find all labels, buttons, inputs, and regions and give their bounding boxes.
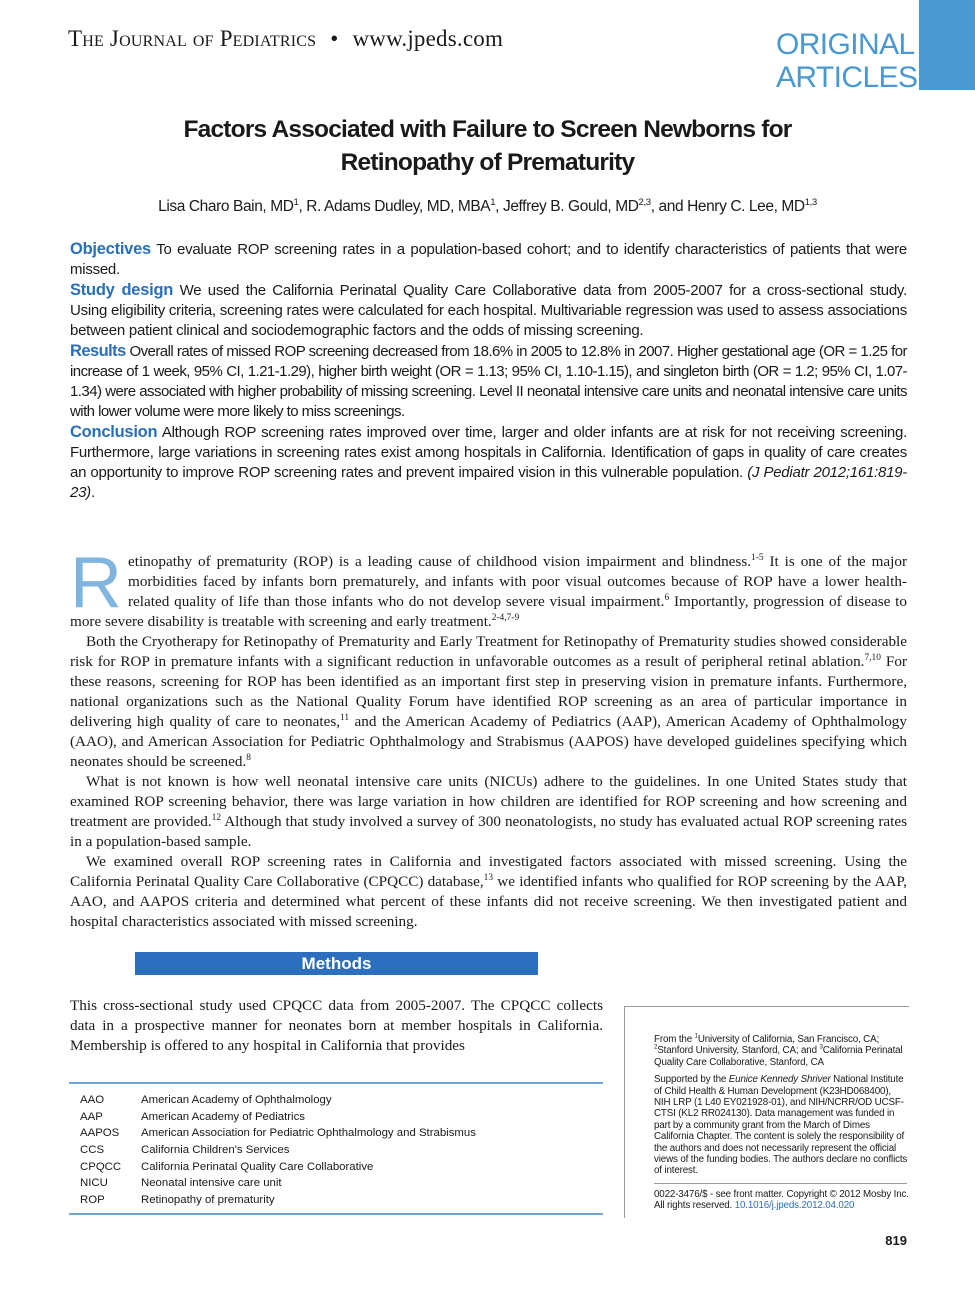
rights-text: All rights reserved. (654, 1200, 735, 1212)
abstract-objectives (70, 239, 907, 280)
abstract (70, 239, 907, 503)
abbreviation: CCS (80, 1144, 105, 1157)
abbreviation-row (80, 1125, 476, 1142)
results-text: Overall rates of missed ROP screening decreased from 18.6% in 2005 to 12.8% in 2007. Higher gestational age (OR = 1.25 for increase of 1 week, 95% CI, 1.21-1.29), higher birth weight (OR = 1.13; 95% CI, 1.10-1.15), and singleton birth (OR = 1.2; 95% CI, 1.07-1.34) were associated with higher probability of missing screening. Level II neonatal intensive care units and neonatal intensive care units with lower volume were more likely to miss screenings. (70, 343, 907, 420)
affil-text: California Perinatal Quality Care Collaborative, Stanford, CA (654, 1045, 903, 1068)
conclusion-heading: Conclusion (70, 423, 158, 441)
abbreviation-term: Retinopathy of prematurity (141, 1193, 275, 1206)
body-text: Importantly, progression of disease to more severe disability is treatable with screening and early treatment. (70, 593, 907, 630)
author-4: , and Henry C. Lee, MD (650, 198, 805, 215)
abbreviation-term: American Academy of Ophthalmology (141, 1094, 332, 1107)
page-number: 819 (885, 1233, 907, 1248)
reference[interactable]: 12 (211, 812, 222, 823)
methods-paragraph: This cross-sectional study used CPQCC data from 2005-2007. The CPQCC collects data in a prospective manner for neonates born at member hospitals in California. Membership is offered to any hospital in California that provides (70, 997, 603, 1054)
study-design-text: We used the California Perinatal Quality Care Collaborative data from 2005-2007 for a cross-sectional study. Using eligibility criteria, screening rates were calculated for each hospital. Multivariable regression was used to assess associations between patient clinical and sociodemographic factors and the odds of missing screening. (70, 282, 907, 339)
abstract-study-design (70, 280, 907, 341)
drop-cap: R (70, 543, 122, 623)
affil-mark: 1 (694, 1033, 698, 1040)
author-1-affil: 1 (293, 196, 299, 208)
abbreviation: AAPOS (80, 1127, 120, 1140)
abbreviation-term: California Children's Services (141, 1144, 290, 1157)
journal-website[interactable]: www.jpeds.com (352, 26, 504, 51)
body-text: For these reasons, screening for ROP has been identified as an important first step in preserving vision in premature infants. Furthermore, national organizations such as the National Quality Forum have identified ROP screening as an area of particular importance in delivering high quality of care to neonates, (70, 653, 907, 730)
abbreviation: NICU (80, 1177, 108, 1190)
affil-mark: 3 (819, 1045, 823, 1052)
objectives-text: To evaluate ROP screening rates in a population-based cohort; and to identify characteristics of patients that were missed. (70, 241, 907, 278)
journal-header (68, 26, 503, 52)
abstract-conclusion (70, 422, 907, 503)
citation-end: . (90, 484, 95, 501)
abbreviations-box (69, 1082, 603, 1215)
footnote-divider (654, 1183, 907, 1184)
reference[interactable]: 6 (664, 592, 670, 603)
funding-text: Supported by the (654, 1074, 729, 1086)
abbreviation-row (80, 1092, 476, 1109)
reference[interactable]: 8 (246, 752, 251, 763)
section-label-line2: ARTICLES (776, 61, 918, 94)
abbreviation: AAP (80, 1110, 103, 1123)
abbreviation-row (80, 1175, 476, 1192)
abbreviation: ROP (80, 1193, 105, 1206)
body-text: What is not known is how well neonatal intensive care units (NICUs) adhere to the guidelines. In one United States study that examined ROP screening behavior, there was large variation in how children are identified for ROP screening and how screening and treatment are provided. (70, 773, 907, 830)
body-paragraph (70, 632, 907, 772)
author-3: , Jeffrey B. Gould, MD (495, 198, 639, 215)
affil-text: University of California, San Francisco, CA; (697, 1034, 880, 1045)
body-paragraph (70, 543, 907, 632)
introduction (70, 543, 907, 932)
author-3-affil: 2,3 (638, 196, 651, 208)
funding-name: Eunice Kennedy Shriver (728, 1074, 831, 1086)
affil-text: From the (654, 1034, 695, 1045)
abbreviations-table (80, 1092, 476, 1208)
results-heading: Results (70, 342, 126, 360)
body-text: It is one of the major morbidities faced by infants born prematurely, and infants with poor visual outcomes because of ROP have a lower health-related quality of life than those infants who do not develop severe visual impairment. (128, 553, 907, 610)
title-line-1: Factors Associated with Failure to Screen Newborns for (183, 116, 792, 143)
abbreviation-term: American Academy of Pediatrics (141, 1110, 305, 1123)
copyright-line: 0022-3476/$ - see front matter. Copyright © 2012 Mosby Inc. (654, 1188, 909, 1200)
rights-line (654, 1200, 909, 1211)
affil-text: Stanford University, Stanford, CA; and (657, 1045, 820, 1057)
author-2-affil: 1 (490, 196, 496, 208)
article-title (100, 113, 875, 179)
methods-heading: Methods (135, 952, 538, 975)
body-text: Although that study involved a survey of 300 neonatologists, no study has evaluated actual ROP screening rates in a population-based sample. (70, 813, 907, 850)
doi-link[interactable]: 10.1016/j.jpeds.2012.04.020 (734, 1200, 855, 1212)
section-color-tab (919, 0, 975, 90)
body-text: etinopathy of prematurity (ROP) is a leading cause of childhood vision impairment and blindness. (128, 553, 752, 570)
abbreviation: AAO (80, 1094, 105, 1107)
title-line-2: Retinopathy of Prematurity (340, 149, 635, 176)
body-paragraph (70, 772, 907, 852)
section-label-line1: ORIGINAL (776, 28, 915, 61)
author-2: , R. Adams Dudley, MD, MBA (298, 198, 491, 215)
affiliations (654, 1034, 909, 1068)
abbreviation-row (80, 1158, 476, 1175)
reference[interactable]: 13 (483, 872, 494, 883)
abbreviation-term: American Association for Pediatric Ophthalmology and Strabismus (141, 1127, 476, 1140)
body-text: Both the Cryotherapy for Retinopathy of Prematurity and Early Treatment for Retinopathy of Prematurity studies showed considerable risk for ROP in premature infants with a significant reduction in unfavorable outcomes as a result of peripheral retinal ablation. (70, 633, 907, 670)
funding-text: National Institute of Child Health & Human Development (K23HD068400), NIH LRP (1 L40 EY021928-01), and NIH/NCRR/OD UCSF-CTSI (KL2 RR024130). Data management was funded in part by a community grant from the March of Dimes California Chapter. The content is solely the responsibility of the authors and does not necessarily represent the official views of the funding bodies. The authors declare no conflicts of interest. (654, 1074, 908, 1177)
conclusion-text: Although ROP screening rates improved over time, larger and older infants are at risk for not receiving screening. Furthermore, large variations in screening rates exist among hospitals in California. Identification of gaps in quality of care creates an opportunity to improve ROP screening rates and prevent impaired vision in this vulnerable population. (70, 424, 907, 481)
reference[interactable]: 2-4,7-9 (491, 612, 520, 623)
header-separator: • (330, 26, 339, 51)
author-list (60, 198, 915, 216)
body-text: We examined overall ROP screening rates in California and investigated factors associated with missed screening. Using the California Perinatal Quality Care Collaborative (CPQCC) database, (70, 853, 907, 890)
abstract-results (70, 341, 907, 422)
abbreviation-term: California Perinatal Quality Care Collaborative (141, 1160, 374, 1173)
article-footnote-box (624, 1006, 909, 1218)
objectives-heading: Objectives (70, 240, 151, 258)
body-paragraph (70, 852, 907, 932)
abbreviation-row (80, 1142, 476, 1159)
section-label (776, 28, 918, 94)
author-1: Lisa Charo Bain, MD (158, 198, 294, 215)
abbreviation: CPQCC (80, 1160, 122, 1173)
funding-statement (654, 1074, 909, 1177)
abbreviation-row (80, 1109, 476, 1126)
citation: (J Pediatr 2012;161:819-23) (70, 464, 907, 501)
reference[interactable]: 1-5 (751, 552, 764, 563)
affil-mark: 2 (654, 1045, 658, 1052)
body-text: and the American Academy of Pediatrics (AAP), American Academy of Ophthalmology (AAO), and American Association for Pediatric Ophthalmology and Strabismus (AAPOS) have developed guidelines specifying which neonates should be screened. (70, 713, 907, 770)
body-text: we identified infants who qualified for ROP screening by the AAP, AAO, and AAPOS criteria and determined what percent of these infants did not receive screening. We then investigated patient and hospital characteristics associated with missed screening. (70, 873, 907, 930)
reference[interactable]: 7,10 (864, 652, 881, 663)
abbreviation-term: Neonatal intensive care unit (141, 1177, 282, 1190)
reference[interactable]: 11 (340, 712, 350, 723)
study-design-heading: Study design (70, 281, 174, 299)
author-4-affil: 1,3 (804, 196, 817, 208)
abbreviation-row (80, 1192, 476, 1209)
journal-name: The Journal of Pediatrics (68, 26, 317, 51)
